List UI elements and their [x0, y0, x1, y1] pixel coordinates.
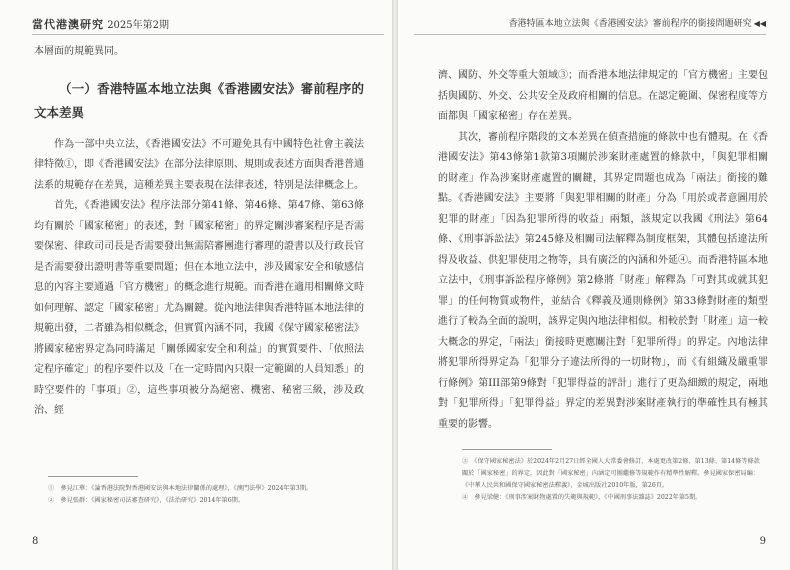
page-number-left: 8	[32, 536, 39, 547]
issue-label: 2025年第2期	[107, 20, 169, 31]
page-number-right: 9	[759, 536, 766, 547]
paragraph: 作為一部中央立法，《香港國安法》不可避免具有中國特色社會主義法律特徵①，即《香港國安法》在部分法律原則、規則或表述方面與香港普通法系的規範存在差異，這種差異主要表現在法律表述，特別是法律概念上。	[34, 138, 364, 191]
left-body-text	[34, 42, 364, 422]
paragraph: 濟、國防、外交等重大領域③；而香港本地法律規定的「官方機密」主要包括與國防、外交、公共安全及政府相關的信息。在認定範圍、保密程度等方面都與「國家秘密」存在差異。	[438, 70, 768, 122]
paragraph: 本層面的規範異同。	[34, 46, 124, 57]
footnote-rule	[48, 476, 138, 477]
paragraph: 其次，審前程序階段的文本差異在偵查措施的條款中也有體現。在《香港國安法》第43條第1款第3項關於涉案財產處置的條款中，「與犯罪相關的財產」作為涉案財產處置的關鍵，其界定問題也成為「兩法」銜接的難點。《香港國安法》主要將「與犯罪相關的財產」分為「用於或者意圖用於犯罪的財產」「因為犯罪所得的收益」兩類，該規定以我國《刑法》第64條、《刑事訴訟法》第245條及相關司法解釋為制度框架，其體包括違法所得及收益、供犯罪使用之物等，具有廣泛的內涵和外延④。而香港特區本地立法中，《刑事訴訟程序條例》第2條將「財產」解釋為「可對其或就其犯罪」的任何物質或物件，並結合《釋義及通則條例》第33條對財產的類型進行了較為全面的說明，該界定與內地法律相似。相較於對「財產」這一較大概念的界定，「兩法」銜接時更應關注對「犯罪所得」的界定。內地法律將犯罪所得界定為「犯罪分子違法所得的一切財物」，而《有組織及嚴重罪行條例》第III部第9條對「犯罪得益的評計」進行了更為細緻的規定，兩地對「犯罪所得」「犯罪得益」界定的差異對涉案財產執行的準確性具有極其重要的影響。	[438, 131, 768, 430]
footnote: ① 參見江華：《論香港法院對香港國安法與本地法律關係的處理》，《澳門法學》2024年第3期。	[48, 485, 313, 492]
journal-title: 當代港澳研究	[32, 18, 104, 31]
running-header-left	[32, 16, 169, 32]
footnote: ② 參見張群：《國家秘密司法審查研究》，《法治研究》2014年第6期。	[48, 497, 245, 504]
left-page	[0, 0, 392, 570]
footnote-rule	[462, 449, 552, 450]
double-arrow-icon: ◀◀	[753, 19, 766, 28]
paragraph: 首先，《香港國安法》程序法部分第41條、第46條、第47條、第63條均有關於「國家秘密」的表述，對「國家秘密」的界定關涉審案程序是否需要保密、律政司司長是否需要發出無需陪審團進行審理的證書以及行政長官是否需要發出證明書等重要問題；但在本地立法中，涉及國家安全和敏感信息的內容主要通過「官方機密」的概念進行規範。而香港在適用相關條文時如何理解、認定「國家秘密」尤為關鍵。從內地法律與香港特區本地法律的規範出發，二者雖為相似概念，但實質內涵不同，我國《保守國家秘密法》將國家秘密界定為同時滿足「關係國家安全和利益」的實質要件、「依照法定程序確定」的程序要件以及「在一定時間內只限一定範圍的人員知悉」的時空要件的「事項」②，這些事項被分為絕密、機密、秘密三級，涉及政治、經	[34, 200, 364, 416]
footnote: ③ 《保守國家秘密法》於2024年2月27日經全國人大常委會修訂，本處更改第2條、第13條、第14條等條款關於「國家秘密」的界定，因此對「國家秘密」內涵定可團繼修等規範作有精準性解釋。參見國家保密局編：《中華人民共和國保守國家秘密法釋義》，金城出版社2010年版，第26頁。	[462, 458, 760, 489]
article-running-title: 香港特區本地立法與《香港國安法》審前程序的銜接問題研究	[508, 19, 752, 29]
right-page	[398, 0, 790, 570]
footnote: ④ 參見梁健：《刑事涉案財物處置的失範與規範》，《中國刑事法雜誌》2022年第5期。	[462, 494, 702, 501]
left-footnotes	[48, 483, 358, 507]
running-header-right	[509, 16, 766, 29]
header-rule	[414, 34, 766, 35]
right-body-text	[438, 66, 768, 435]
right-footnotes	[462, 456, 762, 504]
section-heading: （一）香港特區本地立法與《香港國安法》審前程序的文本差異	[34, 80, 364, 120]
header-rule	[32, 34, 384, 35]
